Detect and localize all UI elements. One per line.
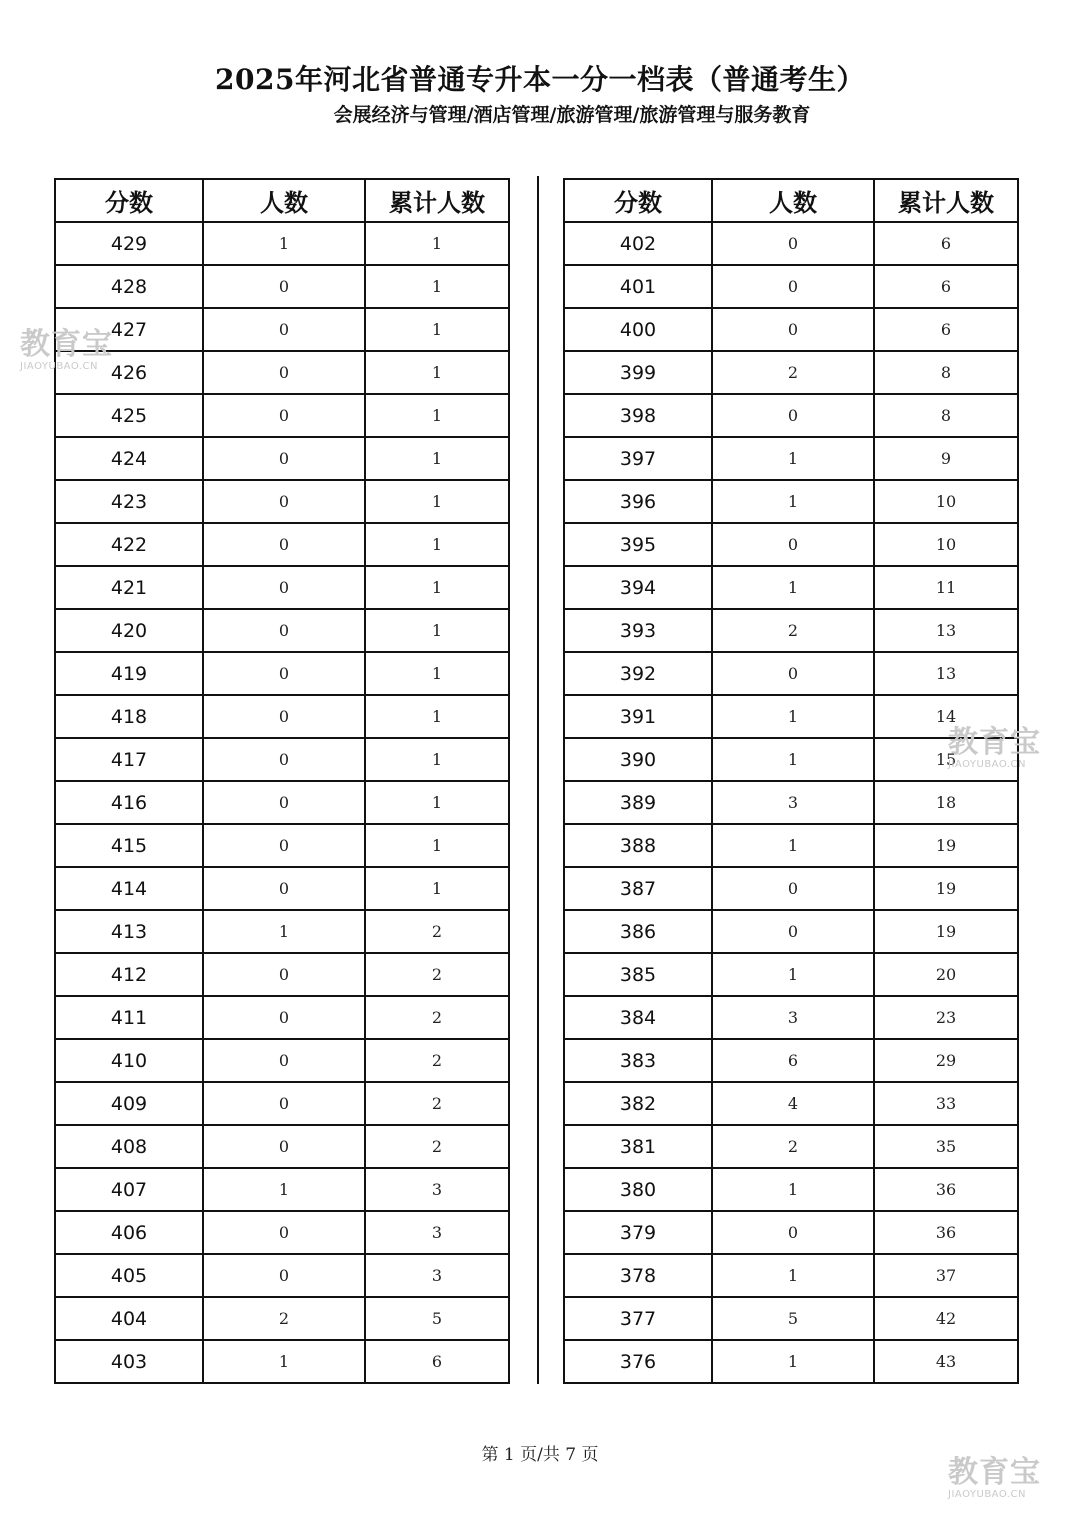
score-cell: 420 xyxy=(55,609,203,652)
count-cell: 1 xyxy=(712,480,874,523)
count-cell: 0 xyxy=(203,437,365,480)
table-header-row xyxy=(55,179,509,222)
count-cell: 1 xyxy=(712,695,874,738)
count-cell: 0 xyxy=(712,652,874,695)
header-count: 人数 xyxy=(712,179,874,222)
cumulative-cell: 1 xyxy=(365,394,509,437)
cumulative-cell: 3 xyxy=(365,1168,509,1211)
count-cell: 0 xyxy=(712,867,874,910)
cumulative-cell: 20 xyxy=(874,953,1018,996)
score-cell: 397 xyxy=(564,437,712,480)
count-cell: 0 xyxy=(203,652,365,695)
count-cell: 0 xyxy=(712,308,874,351)
count-cell: 0 xyxy=(712,1211,874,1254)
score-cell: 426 xyxy=(55,351,203,394)
score-cell: 408 xyxy=(55,1125,203,1168)
table-row xyxy=(55,1340,509,1383)
cumulative-cell: 6 xyxy=(874,308,1018,351)
cumulative-cell: 23 xyxy=(874,996,1018,1039)
table-row xyxy=(55,738,509,781)
table-row xyxy=(55,222,509,265)
score-cell: 428 xyxy=(55,265,203,308)
cumulative-cell: 1 xyxy=(365,222,509,265)
table-row xyxy=(564,1039,1018,1082)
table-row xyxy=(564,222,1018,265)
table-row xyxy=(564,1211,1018,1254)
score-cell: 425 xyxy=(55,394,203,437)
score-cell: 424 xyxy=(55,437,203,480)
table-row xyxy=(564,996,1018,1039)
score-cell: 392 xyxy=(564,652,712,695)
count-cell: 1 xyxy=(203,222,365,265)
count-cell: 3 xyxy=(712,781,874,824)
cumulative-cell: 8 xyxy=(874,351,1018,394)
count-cell: 1 xyxy=(203,1340,365,1383)
table-row xyxy=(55,953,509,996)
table-row xyxy=(564,394,1018,437)
cumulative-cell: 13 xyxy=(874,652,1018,695)
table-row xyxy=(55,695,509,738)
watermark xyxy=(20,327,113,372)
table-row xyxy=(564,1254,1018,1297)
score-cell: 378 xyxy=(564,1254,712,1297)
score-cell: 423 xyxy=(55,480,203,523)
count-cell: 0 xyxy=(712,910,874,953)
count-cell: 1 xyxy=(712,1340,874,1383)
cumulative-cell: 19 xyxy=(874,910,1018,953)
cumulative-cell: 2 xyxy=(365,1125,509,1168)
cumulative-cell: 2 xyxy=(365,910,509,953)
score-cell: 415 xyxy=(55,824,203,867)
count-cell: 1 xyxy=(712,1168,874,1211)
count-cell: 0 xyxy=(203,867,365,910)
table-row xyxy=(55,1297,509,1340)
table-row xyxy=(55,910,509,953)
cumulative-cell: 1 xyxy=(365,523,509,566)
table-row xyxy=(55,996,509,1039)
score-cell: 393 xyxy=(564,609,712,652)
score-cell: 389 xyxy=(564,781,712,824)
cumulative-cell: 36 xyxy=(874,1211,1018,1254)
count-cell: 0 xyxy=(203,394,365,437)
cumulative-cell: 1 xyxy=(365,652,509,695)
score-cell: 419 xyxy=(55,652,203,695)
cumulative-cell: 3 xyxy=(365,1211,509,1254)
table-row xyxy=(55,1125,509,1168)
score-cell: 380 xyxy=(564,1168,712,1211)
table-row xyxy=(55,609,509,652)
watermark-domain: JIAOYUBAO.CN xyxy=(948,1489,1026,1500)
count-cell: 2 xyxy=(712,609,874,652)
score-cell: 377 xyxy=(564,1297,712,1340)
table-row xyxy=(564,1168,1018,1211)
watermark xyxy=(948,725,1041,770)
count-cell: 0 xyxy=(203,781,365,824)
score-cell: 412 xyxy=(55,953,203,996)
cumulative-cell: 10 xyxy=(874,523,1018,566)
table-row xyxy=(564,824,1018,867)
count-cell: 0 xyxy=(203,351,365,394)
table-row xyxy=(55,566,509,609)
score-cell: 387 xyxy=(564,867,712,910)
score-cell: 414 xyxy=(55,867,203,910)
cumulative-cell: 35 xyxy=(874,1125,1018,1168)
table-row xyxy=(564,566,1018,609)
header-score: 分数 xyxy=(55,179,203,222)
table-row xyxy=(55,1254,509,1297)
count-cell: 1 xyxy=(712,1254,874,1297)
count-cell: 1 xyxy=(712,738,874,781)
table-row xyxy=(564,609,1018,652)
cumulative-cell: 36 xyxy=(874,1168,1018,1211)
score-cell: 391 xyxy=(564,695,712,738)
score-cell: 421 xyxy=(55,566,203,609)
table-row xyxy=(55,437,509,480)
cumulative-cell: 43 xyxy=(874,1340,1018,1383)
score-cell: 398 xyxy=(564,394,712,437)
cumulative-cell: 9 xyxy=(874,437,1018,480)
cumulative-cell: 1 xyxy=(365,437,509,480)
score-cell: 422 xyxy=(55,523,203,566)
table-row xyxy=(564,910,1018,953)
count-cell: 0 xyxy=(712,523,874,566)
table-row xyxy=(55,781,509,824)
score-cell: 407 xyxy=(55,1168,203,1211)
cumulative-cell: 2 xyxy=(365,1039,509,1082)
table-row xyxy=(564,1340,1018,1383)
score-cell: 396 xyxy=(564,480,712,523)
table-row xyxy=(55,1082,509,1125)
count-cell: 0 xyxy=(203,480,365,523)
table-row xyxy=(55,1211,509,1254)
score-cell: 379 xyxy=(564,1211,712,1254)
table-row xyxy=(564,437,1018,480)
header-cumulative: 累计人数 xyxy=(874,179,1018,222)
cumulative-cell: 3 xyxy=(365,1254,509,1297)
column-divider xyxy=(537,176,539,1384)
watermark xyxy=(948,1455,1041,1500)
cumulative-cell: 2 xyxy=(365,1082,509,1125)
count-cell: 3 xyxy=(712,996,874,1039)
score-cell: 413 xyxy=(55,910,203,953)
score-cell: 405 xyxy=(55,1254,203,1297)
cumulative-cell: 19 xyxy=(874,867,1018,910)
cumulative-cell: 1 xyxy=(365,867,509,910)
header-count: 人数 xyxy=(203,179,365,222)
score-cell: 385 xyxy=(564,953,712,996)
table-row xyxy=(55,351,509,394)
page-footer: 第 1 页/共 7 页 xyxy=(481,1445,599,1465)
score-cell: 404 xyxy=(55,1297,203,1340)
count-cell: 1 xyxy=(712,566,874,609)
cumulative-cell: 2 xyxy=(365,996,509,1039)
count-cell: 5 xyxy=(712,1297,874,1340)
count-cell: 0 xyxy=(203,824,365,867)
score-cell: 409 xyxy=(55,1082,203,1125)
score-cell: 410 xyxy=(55,1039,203,1082)
count-cell: 0 xyxy=(203,1211,365,1254)
score-cell: 427 xyxy=(55,308,203,351)
count-cell: 0 xyxy=(203,265,365,308)
table-row xyxy=(55,523,509,566)
table-row xyxy=(564,1082,1018,1125)
cumulative-cell: 13 xyxy=(874,609,1018,652)
score-cell: 406 xyxy=(55,1211,203,1254)
watermark-brand: 教育宝 xyxy=(20,327,113,362)
count-cell: 0 xyxy=(712,222,874,265)
cumulative-cell: 1 xyxy=(365,480,509,523)
score-cell: 399 xyxy=(564,351,712,394)
table-row xyxy=(564,308,1018,351)
cumulative-cell: 1 xyxy=(365,265,509,308)
score-cell: 386 xyxy=(564,910,712,953)
table-row xyxy=(55,1039,509,1082)
table-row xyxy=(55,308,509,351)
table-row xyxy=(564,953,1018,996)
table-row xyxy=(564,351,1018,394)
count-cell: 0 xyxy=(203,1254,365,1297)
cumulative-cell: 5 xyxy=(365,1297,509,1340)
cumulative-cell: 2 xyxy=(365,953,509,996)
cumulative-cell: 1 xyxy=(365,609,509,652)
cumulative-cell: 1 xyxy=(365,308,509,351)
cumulative-cell: 29 xyxy=(874,1039,1018,1082)
cumulative-cell: 1 xyxy=(365,824,509,867)
cumulative-cell: 11 xyxy=(874,566,1018,609)
table-row xyxy=(564,523,1018,566)
cumulative-cell: 15 xyxy=(874,738,1018,781)
score-cell: 417 xyxy=(55,738,203,781)
count-cell: 1 xyxy=(712,953,874,996)
table-row xyxy=(55,1168,509,1211)
watermark-domain: JIAOYUBAO.CN xyxy=(20,361,98,372)
table-row xyxy=(564,1297,1018,1340)
table-header-row xyxy=(564,179,1018,222)
header-cumulative: 累计人数 xyxy=(365,179,509,222)
count-cell: 6 xyxy=(712,1039,874,1082)
table-row xyxy=(55,867,509,910)
score-cell: 401 xyxy=(564,265,712,308)
count-cell: 0 xyxy=(203,1082,365,1125)
watermark-brand: 教育宝 xyxy=(948,1455,1041,1490)
cumulative-cell: 33 xyxy=(874,1082,1018,1125)
score-cell: 402 xyxy=(564,222,712,265)
count-cell: 0 xyxy=(203,1039,365,1082)
table-row xyxy=(564,652,1018,695)
count-cell: 0 xyxy=(203,695,365,738)
count-cell: 0 xyxy=(203,566,365,609)
cumulative-cell: 1 xyxy=(365,566,509,609)
cumulative-cell: 19 xyxy=(874,824,1018,867)
score-cell: 384 xyxy=(564,996,712,1039)
score-table-right xyxy=(563,178,1019,1384)
cumulative-cell: 18 xyxy=(874,781,1018,824)
count-cell: 1 xyxy=(203,1168,365,1211)
header-score: 分数 xyxy=(564,179,712,222)
cumulative-cell: 6 xyxy=(365,1340,509,1383)
cumulative-cell: 8 xyxy=(874,394,1018,437)
score-cell: 416 xyxy=(55,781,203,824)
table-row xyxy=(564,480,1018,523)
count-cell: 1 xyxy=(712,437,874,480)
count-cell: 0 xyxy=(203,996,365,1039)
table-row xyxy=(55,394,509,437)
table-row xyxy=(564,781,1018,824)
score-cell: 376 xyxy=(564,1340,712,1383)
score-table-left xyxy=(54,178,510,1384)
count-cell: 1 xyxy=(712,824,874,867)
count-cell: 0 xyxy=(203,523,365,566)
cumulative-cell: 1 xyxy=(365,351,509,394)
count-cell: 4 xyxy=(712,1082,874,1125)
cumulative-cell: 1 xyxy=(365,781,509,824)
score-cell: 388 xyxy=(564,824,712,867)
score-cell: 411 xyxy=(55,996,203,1039)
cumulative-cell: 42 xyxy=(874,1297,1018,1340)
cumulative-cell: 1 xyxy=(365,695,509,738)
count-cell: 2 xyxy=(712,1125,874,1168)
score-cell: 382 xyxy=(564,1082,712,1125)
table-row xyxy=(564,1125,1018,1168)
count-cell: 0 xyxy=(203,609,365,652)
table-row xyxy=(55,824,509,867)
watermark-brand: 教育宝 xyxy=(948,725,1041,760)
page-title: 2025年河北省普通专升本一分一档表（普通考生） xyxy=(215,63,865,96)
count-cell: 0 xyxy=(203,738,365,781)
count-cell: 1 xyxy=(203,910,365,953)
score-cell: 418 xyxy=(55,695,203,738)
cumulative-cell: 1 xyxy=(365,738,509,781)
cumulative-cell: 14 xyxy=(874,695,1018,738)
cumulative-cell: 6 xyxy=(874,265,1018,308)
watermark-domain: JIAOYUBAO.CN xyxy=(948,759,1026,770)
count-cell: 2 xyxy=(712,351,874,394)
page-subtitle: 会展经济与管理/酒店管理/旅游管理/旅游管理与服务教育 xyxy=(333,104,811,126)
count-cell: 0 xyxy=(203,953,365,996)
score-cell: 395 xyxy=(564,523,712,566)
score-cell: 400 xyxy=(564,308,712,351)
cumulative-cell: 37 xyxy=(874,1254,1018,1297)
cumulative-cell: 10 xyxy=(874,480,1018,523)
count-cell: 0 xyxy=(712,394,874,437)
score-cell: 390 xyxy=(564,738,712,781)
table-row xyxy=(564,265,1018,308)
score-cell: 394 xyxy=(564,566,712,609)
table-row xyxy=(55,652,509,695)
score-cell: 381 xyxy=(564,1125,712,1168)
count-cell: 0 xyxy=(203,308,365,351)
count-cell: 2 xyxy=(203,1297,365,1340)
score-cell: 403 xyxy=(55,1340,203,1383)
count-cell: 0 xyxy=(203,1125,365,1168)
score-cell: 383 xyxy=(564,1039,712,1082)
cumulative-cell: 6 xyxy=(874,222,1018,265)
table-row xyxy=(55,480,509,523)
score-cell: 429 xyxy=(55,222,203,265)
table-row xyxy=(564,867,1018,910)
count-cell: 0 xyxy=(712,265,874,308)
table-row xyxy=(55,265,509,308)
